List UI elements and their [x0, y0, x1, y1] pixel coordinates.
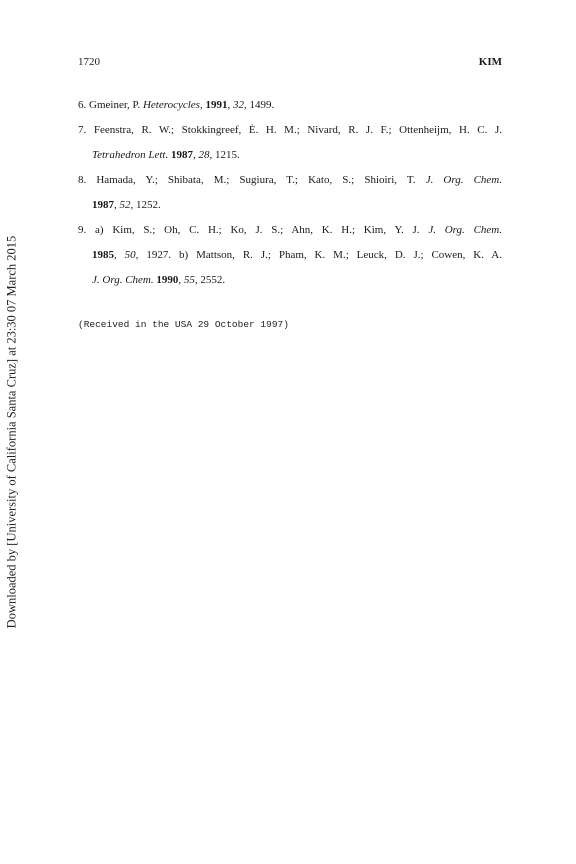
ref9-journal-b: J. Org. Chem.: [92, 274, 154, 286]
ref8-pages: 1252.: [136, 199, 161, 211]
ref8-volume: 52,: [119, 199, 134, 211]
ref9-year-a: 1985: [92, 249, 114, 261]
ref9-year-b: 1990: [156, 274, 179, 286]
ref7-pages: 1215.: [214, 149, 240, 161]
ref7-journal: Tetrahedron Lett.: [92, 149, 169, 161]
ref9-journal-a: J. Org. Chem.: [428, 224, 502, 236]
ref6-sep: ,: [227, 99, 233, 111]
ref6-volume: 32,: [232, 99, 247, 111]
ref8-authors: 8. Hamada, Y.; Shibata, M.; Sugiura, T.; Kato, S.; Shioiri, T.: [78, 174, 426, 186]
running-head: KIM: [478, 56, 502, 68]
ref6-journal: Heterocycles,: [142, 99, 203, 111]
ref7-year: 1987: [170, 149, 193, 161]
ref6-pages: 1499.: [246, 99, 275, 111]
page-number: 1720: [78, 56, 100, 68]
received-date: (Received in the USA 29 October 1997): [78, 319, 289, 330]
ref8-journal: J. Org. Chem.: [425, 174, 502, 186]
reference-9: 9. a) Kim, S.; Oh, C. H.; Ko, J. S.; Ahn, K. H.; Kim, Y. J. J. Org. Chem. 1985, 50, 1927. b) Mattson, R. J.; Pham, K. M.; Leuck, D. J.; Cowen, K. A. J. Org. Chem. 1990, 55, 2552.: [78, 224, 502, 286]
ref6-year: 1991: [205, 99, 228, 111]
reference-6: [78, 93, 502, 118]
ref7-line1: 7. Feenstra, R. W.; Stokkingreef, Ė. H. M.; Nivard, R. J. F.; Ottenheijm, H. C. J.: [78, 124, 502, 136]
ref9-pages-b: 2552.: [200, 274, 226, 286]
reference-list: [78, 93, 502, 293]
reference-7: 7. Feenstra, R. W.; Stokkingreef, Ė. H. M.; Nivard, R. J. F.; Ottenheijm, H. C. J. Tetrahedron Lett. 1987, 28, 1215.: [78, 118, 502, 168]
ref9-authors: 9. a) Kim, S.; Oh, C. H.; Ko, J. S.; Ahn, K. H.; Kim, Y. J.: [78, 224, 429, 236]
ref7-volume: 28,: [198, 149, 213, 161]
ref9-mid: 1927. b) Mattson, R. J.; Pham, K. M.; Leuck, D. J.; Cowen, K. A.: [146, 249, 502, 261]
ref9-volume-a: 50,: [124, 249, 139, 261]
download-watermark-text: Downloaded by [University of California Santa Cruz] at 23:30 07 March 2015: [4, 235, 19, 629]
ref9-volume-b: 55,: [183, 274, 198, 286]
reference-8: 8. Hamada, Y.; Shibata, M.; Sugiura, T.; Kato, S.; Shioiri, T. J. Org. Chem. 1987, 52, 1252.: [78, 174, 502, 211]
ref6-authors: 6. Gmeiner, P.: [78, 99, 143, 111]
ref8-year: 1987: [92, 199, 114, 211]
download-watermark: [0, 0, 24, 864]
